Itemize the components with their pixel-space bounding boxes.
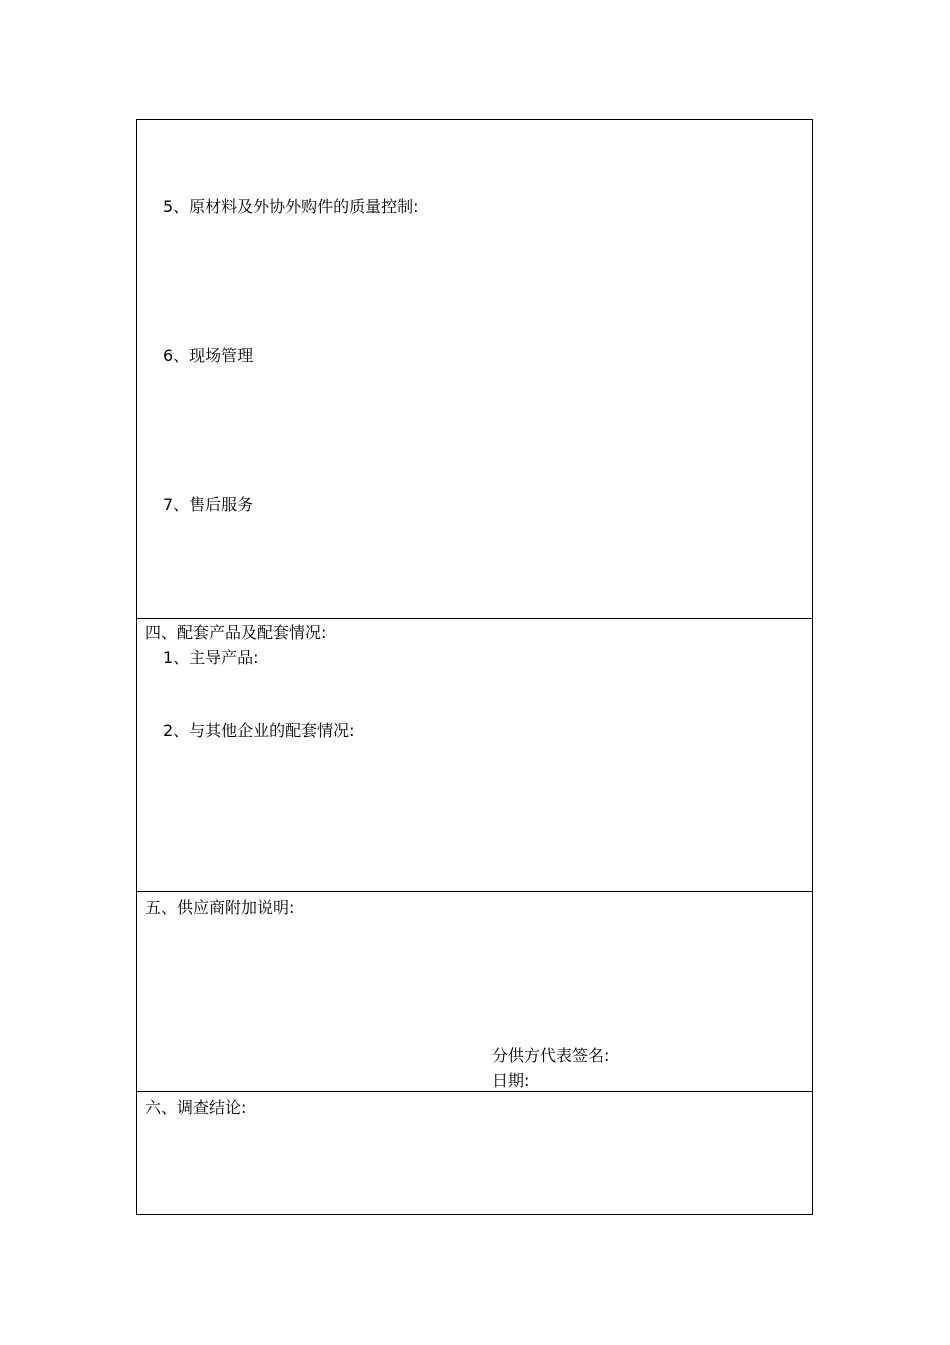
survey-form-table	[136, 119, 813, 1215]
section3-cell	[137, 120, 812, 618]
section4-heading: 四、配套产品及配套情况:	[145, 623, 327, 642]
signature-label: 分供方代表签名:	[492, 1046, 610, 1065]
section4-cell	[137, 618, 812, 891]
section5-heading: 五、供应商附加说明:	[145, 898, 295, 917]
section5-cell	[137, 891, 812, 1091]
item5-label: 5、原材料及外协外购件的质量控制:	[163, 197, 419, 216]
item7-label: 7、售后服务	[163, 495, 254, 514]
date-label: 日期:	[492, 1071, 530, 1090]
item6-label: 6、现场管理	[163, 346, 254, 365]
main-products-label: 1、主导产品:	[163, 648, 259, 667]
supporting-situation-label: 2、与其他企业的配套情况:	[163, 721, 355, 740]
section6-cell	[137, 1091, 812, 1214]
section6-heading: 六、调查结论:	[145, 1098, 247, 1117]
